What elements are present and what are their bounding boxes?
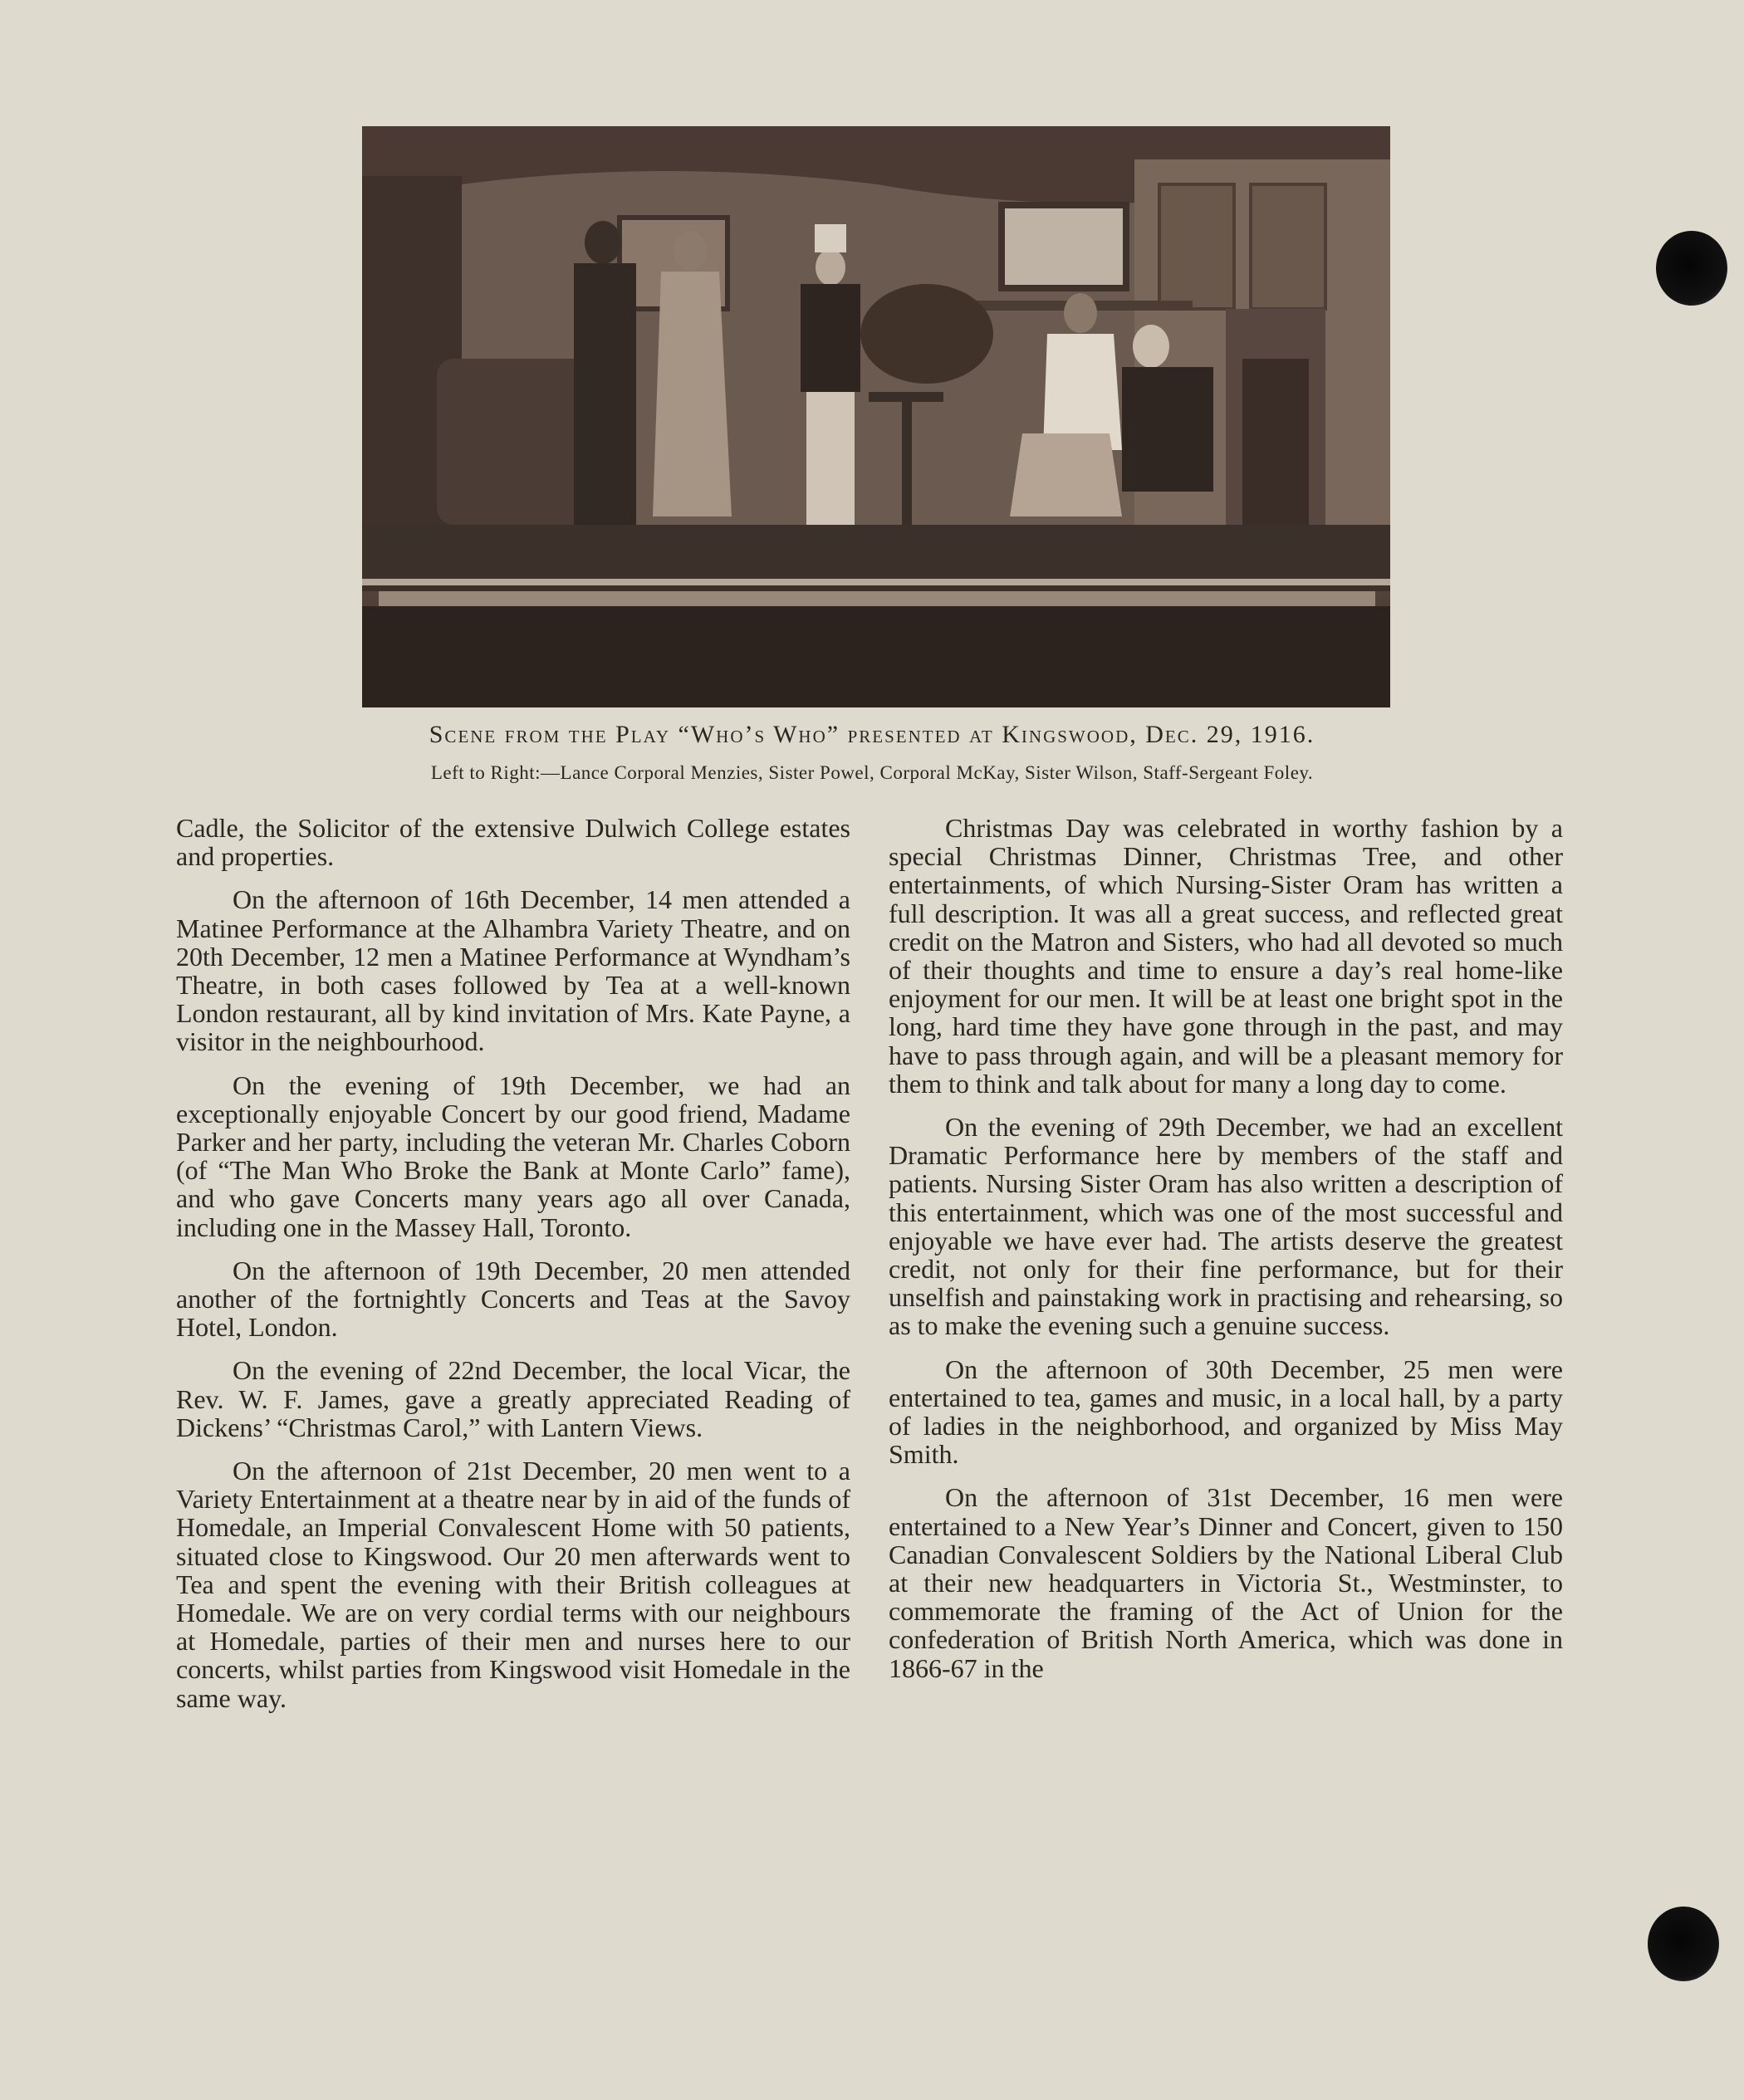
binder-hole-bottom	[1648, 1907, 1719, 1981]
paragraph: On the afternoon of 30th December, 25 men were entertained to tea, games and music, in a local hall, by a party of ladies in the neighborhood, and organized by Miss May Smith.	[889, 1353, 1563, 1470]
paragraph: On the afternoon of 21st December, 20 men went to a Variety Entertainment at a theatre near by in aid of the funds of Homedale, an Imperial Convalescent Home with 50 patients, situated close to Kingswood. Our 20 men afterwards went to Tea and spent the evening with their British colleagues at Homedale. We are on very cordial terms with our neighbours at Homedale, parties of their men and nurses here to our concerts, whilst parties from Kingswood visit Homedale in the same way.	[176, 1456, 850, 1713]
paragraph: On the afternoon of 19th December, 20 men attended another of the fortnightly Concerts and Teas at the Savoy Hotel, London.	[176, 1255, 850, 1343]
paragraph: Christmas Day was celebrated in worthy fashion by a special Christmas Dinner, Christmas Tree, and other entertainments, of which Nursing-Sister Oram has written a full description. It was all a great success, and reflected great credit on the Matron and Sisters, who had all devoted so much of their thoughts and time to ensure a day’s real home-like enjoyment for our men. It will be at least one bright spot in the long, hard time they have gone through in the past, and may have to pass through again, and will be a pleasant memory for them to think and talk about for many a long day to come.	[889, 813, 1563, 1099]
paragraph: Cadle, the Solicitor of the extensive Dulwich College estates and properties.	[176, 813, 850, 872]
stage-scene-illustration	[362, 126, 1390, 707]
paragraph: On the evening of 19th December, we had an exceptionally enjoyable Concert by our good friend, Madame Parker and her party, including the veteran Mr. Charles Coborn (of “The Man Who Broke the Bank at Monte Carlo” fame), and who gave Concerts many years ago all over Canada, including one in the Massey Hall, Toronto.	[176, 1070, 850, 1242]
stage-scene-photo	[362, 126, 1390, 707]
binder-hole-top	[1656, 231, 1727, 306]
paragraph: On the afternoon of 16th December, 14 men attended a Matinee Performance at the Alhambra Variety Theatre, and on 20th December, 12 men a Matinee Performance at Wyndham’s Theatre, in both cases followed by Tea at a well-known London restaurant, all by kind invitation of Mrs. Kate Payne, a visitor in the neighbourhood.	[176, 884, 850, 1057]
photo-caption-credits: Left to Right:—Lance Corporal Menzies, Sister Powel, Corporal McKay, Sister Wilson, Staff-Sergeant Foley.	[430, 762, 1314, 783]
photo-caption-title: Scene from the Play “Who’s Who” presented at Kingswood, Dec. 29, 1916.	[429, 721, 1315, 748]
paragraph: On the evening of 22nd December, the local Vicar, the Rev. W. F. James, gave a greatly appreciated Reading of Dickens’ “Christmas Carol,” with Lantern Views.	[176, 1355, 850, 1442]
paragraph: On the evening of 29th December, we had an excellent Dramatic Performance here by members of the staff and patients. Nursing Sister Oram has also written a description of this entertainment, which was one of the most successful and enjoyable we have ever had. The artists deserve the greatest credit, not only for their fine performance, but for their unselfish and painstaking work in practising and rehearsing, so as to make the evening such a genuine success.	[889, 1112, 1563, 1341]
right-column	[889, 814, 1563, 1697]
paragraph: On the afternoon of 31st December, 16 men were entertained to a New Year’s Dinner and Concert, given to 150 Canadian Convalescent Soldiers by the National Liberal Club at their new headquarters in Victoria St., Westminster, to commemorate the framing of the Act of Union for the confederation of British North America, which was done in 1866-67 in the	[889, 1482, 1563, 1683]
left-column	[176, 814, 850, 1727]
